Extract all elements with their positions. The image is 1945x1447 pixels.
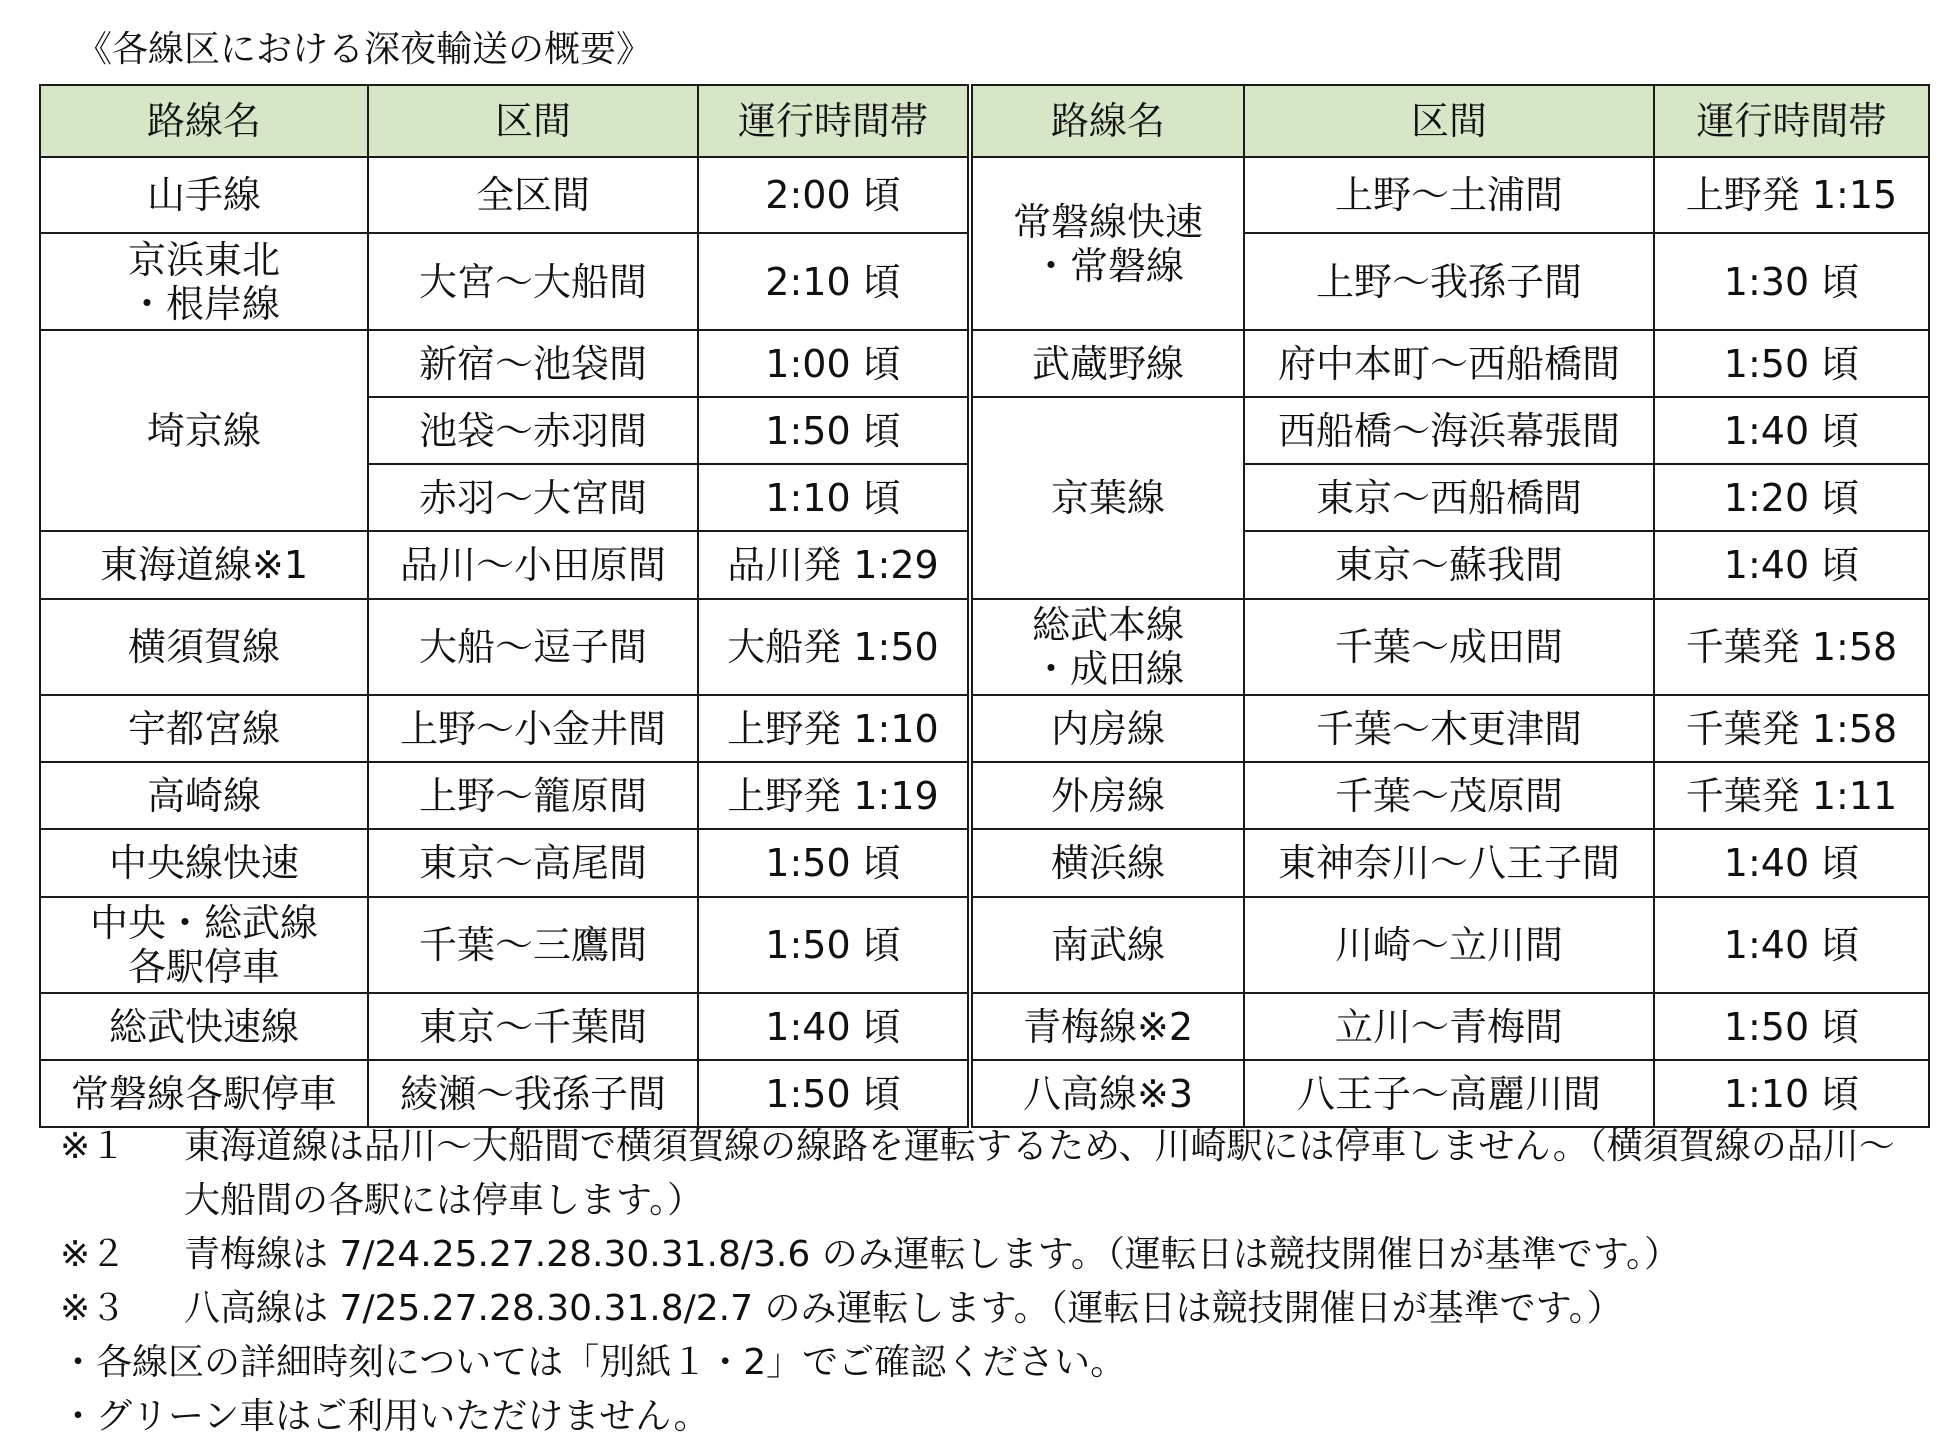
section-cell: 千葉～三鷹間: [368, 897, 698, 993]
line-name-cell: 埼京線: [40, 330, 368, 531]
header-line-name: 路線名: [40, 85, 368, 157]
footnote-mark: ※２: [60, 1234, 127, 1275]
table-row: [40, 762, 1929, 829]
table-row: [40, 157, 1929, 233]
footnote: [60, 1120, 1920, 1228]
line-name-cell: 八高線※3: [970, 1060, 1244, 1127]
footnote-text: 東海道線は品川～大船間で横須賀線の線路を運転するため、川崎駅には停車しません。（横須賀線の品川～大船間の各駅には停車します。）: [184, 1126, 1895, 1221]
section-cell: 川崎～立川間: [1244, 897, 1654, 993]
time-cell: 1:50 頃: [698, 829, 970, 897]
time-cell: 2:10 頃: [698, 233, 970, 330]
line-name-cell: [970, 157, 1244, 330]
table-row: [40, 829, 1929, 897]
table-row: [40, 599, 1929, 695]
time-cell: 1:10 頃: [698, 464, 970, 531]
table-row: [40, 330, 1929, 397]
time-cell: 1:50 頃: [698, 897, 970, 993]
section-cell: 新宿～池袋間: [368, 330, 698, 397]
time-cell: 品川発 1:29: [698, 531, 970, 599]
line-name-cell: 宇都宮線: [40, 695, 368, 762]
section-cell: 東京～高尾間: [368, 829, 698, 897]
footnote-text: 八高線は 7/25.27.28.30.31.8/2.7 のみ運転します。（運転日は競技開催日が基準です。）: [184, 1288, 1623, 1329]
table-row: [40, 897, 1929, 993]
table-row: [40, 993, 1929, 1060]
section-cell: 綾瀬～我孫子間: [368, 1060, 698, 1127]
time-cell: 1:50 頃: [698, 1060, 970, 1127]
section-cell: 千葉～茂原間: [1244, 762, 1654, 829]
time-cell: 1:40 頃: [1654, 397, 1929, 464]
header-line-name: 路線名: [970, 85, 1244, 157]
table-row: [40, 1060, 1929, 1127]
night-service-table: [39, 84, 1930, 1128]
header-time: 運行時間帯: [698, 85, 970, 157]
section-cell: 東京～蘇我間: [1244, 531, 1654, 599]
line-name-cell: 横浜線: [970, 829, 1244, 897]
section-cell: 上野～小金井間: [368, 695, 698, 762]
time-cell: 千葉発 1:11: [1654, 762, 1929, 829]
header-time: 運行時間帯: [1654, 85, 1929, 157]
line-name-cell: 山手線: [40, 157, 368, 233]
line-name-cell: 青梅線※2: [970, 993, 1244, 1060]
time-cell: 1:40 頃: [1654, 829, 1929, 897]
section-cell: 府中本町～西船橋間: [1244, 330, 1654, 397]
footnote-mark: ※３: [60, 1288, 127, 1329]
footnote: [60, 1282, 1920, 1336]
time-cell: 千葉発 1:58: [1654, 695, 1929, 762]
section-cell: 池袋～赤羽間: [368, 397, 698, 464]
line-name-cell: [40, 233, 368, 330]
line-name-cell: 中央線快速: [40, 829, 368, 897]
section-cell: 上野～我孫子間: [1244, 233, 1654, 330]
time-cell: 1:50 頃: [1654, 993, 1929, 1060]
time-cell: 2:00 頃: [698, 157, 970, 233]
line-name-cell: [970, 599, 1244, 695]
line-name-text: 中央・総武線 各駅停車: [89, 901, 318, 989]
time-cell: 1:20 頃: [1654, 464, 1929, 531]
time-cell: 上野発 1:10: [698, 695, 970, 762]
line-name-cell: 常磐線各駅停車: [40, 1060, 368, 1127]
line-name-cell: 横須賀線: [40, 599, 368, 695]
header-section: 区間: [368, 85, 698, 157]
document-title: 《各線区における深夜輸送の概要》: [76, 29, 653, 70]
section-cell: 品川～小田原間: [368, 531, 698, 599]
header-section: 区間: [1244, 85, 1654, 157]
section-cell: 立川～青梅間: [1244, 993, 1654, 1060]
section-cell: 上野～籠原間: [368, 762, 698, 829]
time-cell: 1:50 頃: [1654, 330, 1929, 397]
time-cell: 1:40 頃: [1654, 531, 1929, 599]
time-cell: 千葉発 1:58: [1654, 599, 1929, 695]
line-name-cell: 京葉線: [970, 397, 1244, 599]
line-name-cell: 外房線: [970, 762, 1244, 829]
table-header-row: [40, 85, 1929, 157]
section-cell: 上野～土浦間: [1244, 157, 1654, 233]
section-cell: 全区間: [368, 157, 698, 233]
time-cell: 1:10 頃: [1654, 1060, 1929, 1127]
time-cell: 1:50 頃: [698, 397, 970, 464]
time-cell: 上野発 1:15: [1654, 157, 1929, 233]
line-name-cell: 総武快速線: [40, 993, 368, 1060]
line-name-text: 総武本線 ・成田線: [1031, 603, 1184, 691]
line-name-text: 京浜東北 ・根岸線: [127, 237, 280, 326]
section-cell: 千葉～成田間: [1244, 599, 1654, 695]
line-name-cell: 武蔵野線: [970, 330, 1244, 397]
footnotes: [60, 1120, 1920, 1444]
line-name-cell: [40, 897, 368, 993]
section-cell: 千葉～木更津間: [1244, 695, 1654, 762]
time-cell: 大船発 1:50: [698, 599, 970, 695]
bullet-note: ・グリーン車はご利用いただけません。: [60, 1396, 710, 1437]
time-cell: 上野発 1:19: [698, 762, 970, 829]
time-cell: 1:00 頃: [698, 330, 970, 397]
section-cell: 東神奈川～八王子間: [1244, 829, 1654, 897]
footnote-text: 青梅線は 7/24.25.27.28.30.31.8/3.6 のみ運転します。（運転日は競技開催日が基準です。）: [184, 1234, 1680, 1275]
section-cell: 東京～千葉間: [368, 993, 698, 1060]
line-name-cell: 東海道線※1: [40, 531, 368, 599]
footnote: [60, 1228, 1920, 1282]
section-cell: 大船～逗子間: [368, 599, 698, 695]
time-cell: 1:40 頃: [1654, 897, 1929, 993]
footnote-mark: ※１: [60, 1126, 127, 1167]
line-name-cell: 内房線: [970, 695, 1244, 762]
table-row: [40, 695, 1929, 762]
section-cell: 赤羽～大宮間: [368, 464, 698, 531]
line-name-cell: 南武線: [970, 897, 1244, 993]
line-name-cell: 高崎線: [40, 762, 368, 829]
bullet-note: ・各線区の詳細時刻については「別紙１・2」でご確認ください。: [60, 1342, 1127, 1383]
time-cell: 1:40 頃: [698, 993, 970, 1060]
section-cell: 八王子～高麗川間: [1244, 1060, 1654, 1127]
section-cell: 大宮～大船間: [368, 233, 698, 330]
section-cell: 西船橋～海浜幕張間: [1244, 397, 1654, 464]
section-cell: 東京～西船橋間: [1244, 464, 1654, 531]
time-cell: 1:30 頃: [1654, 233, 1929, 330]
line-name-text: 常磐線快速 ・常磐線: [1012, 199, 1203, 288]
